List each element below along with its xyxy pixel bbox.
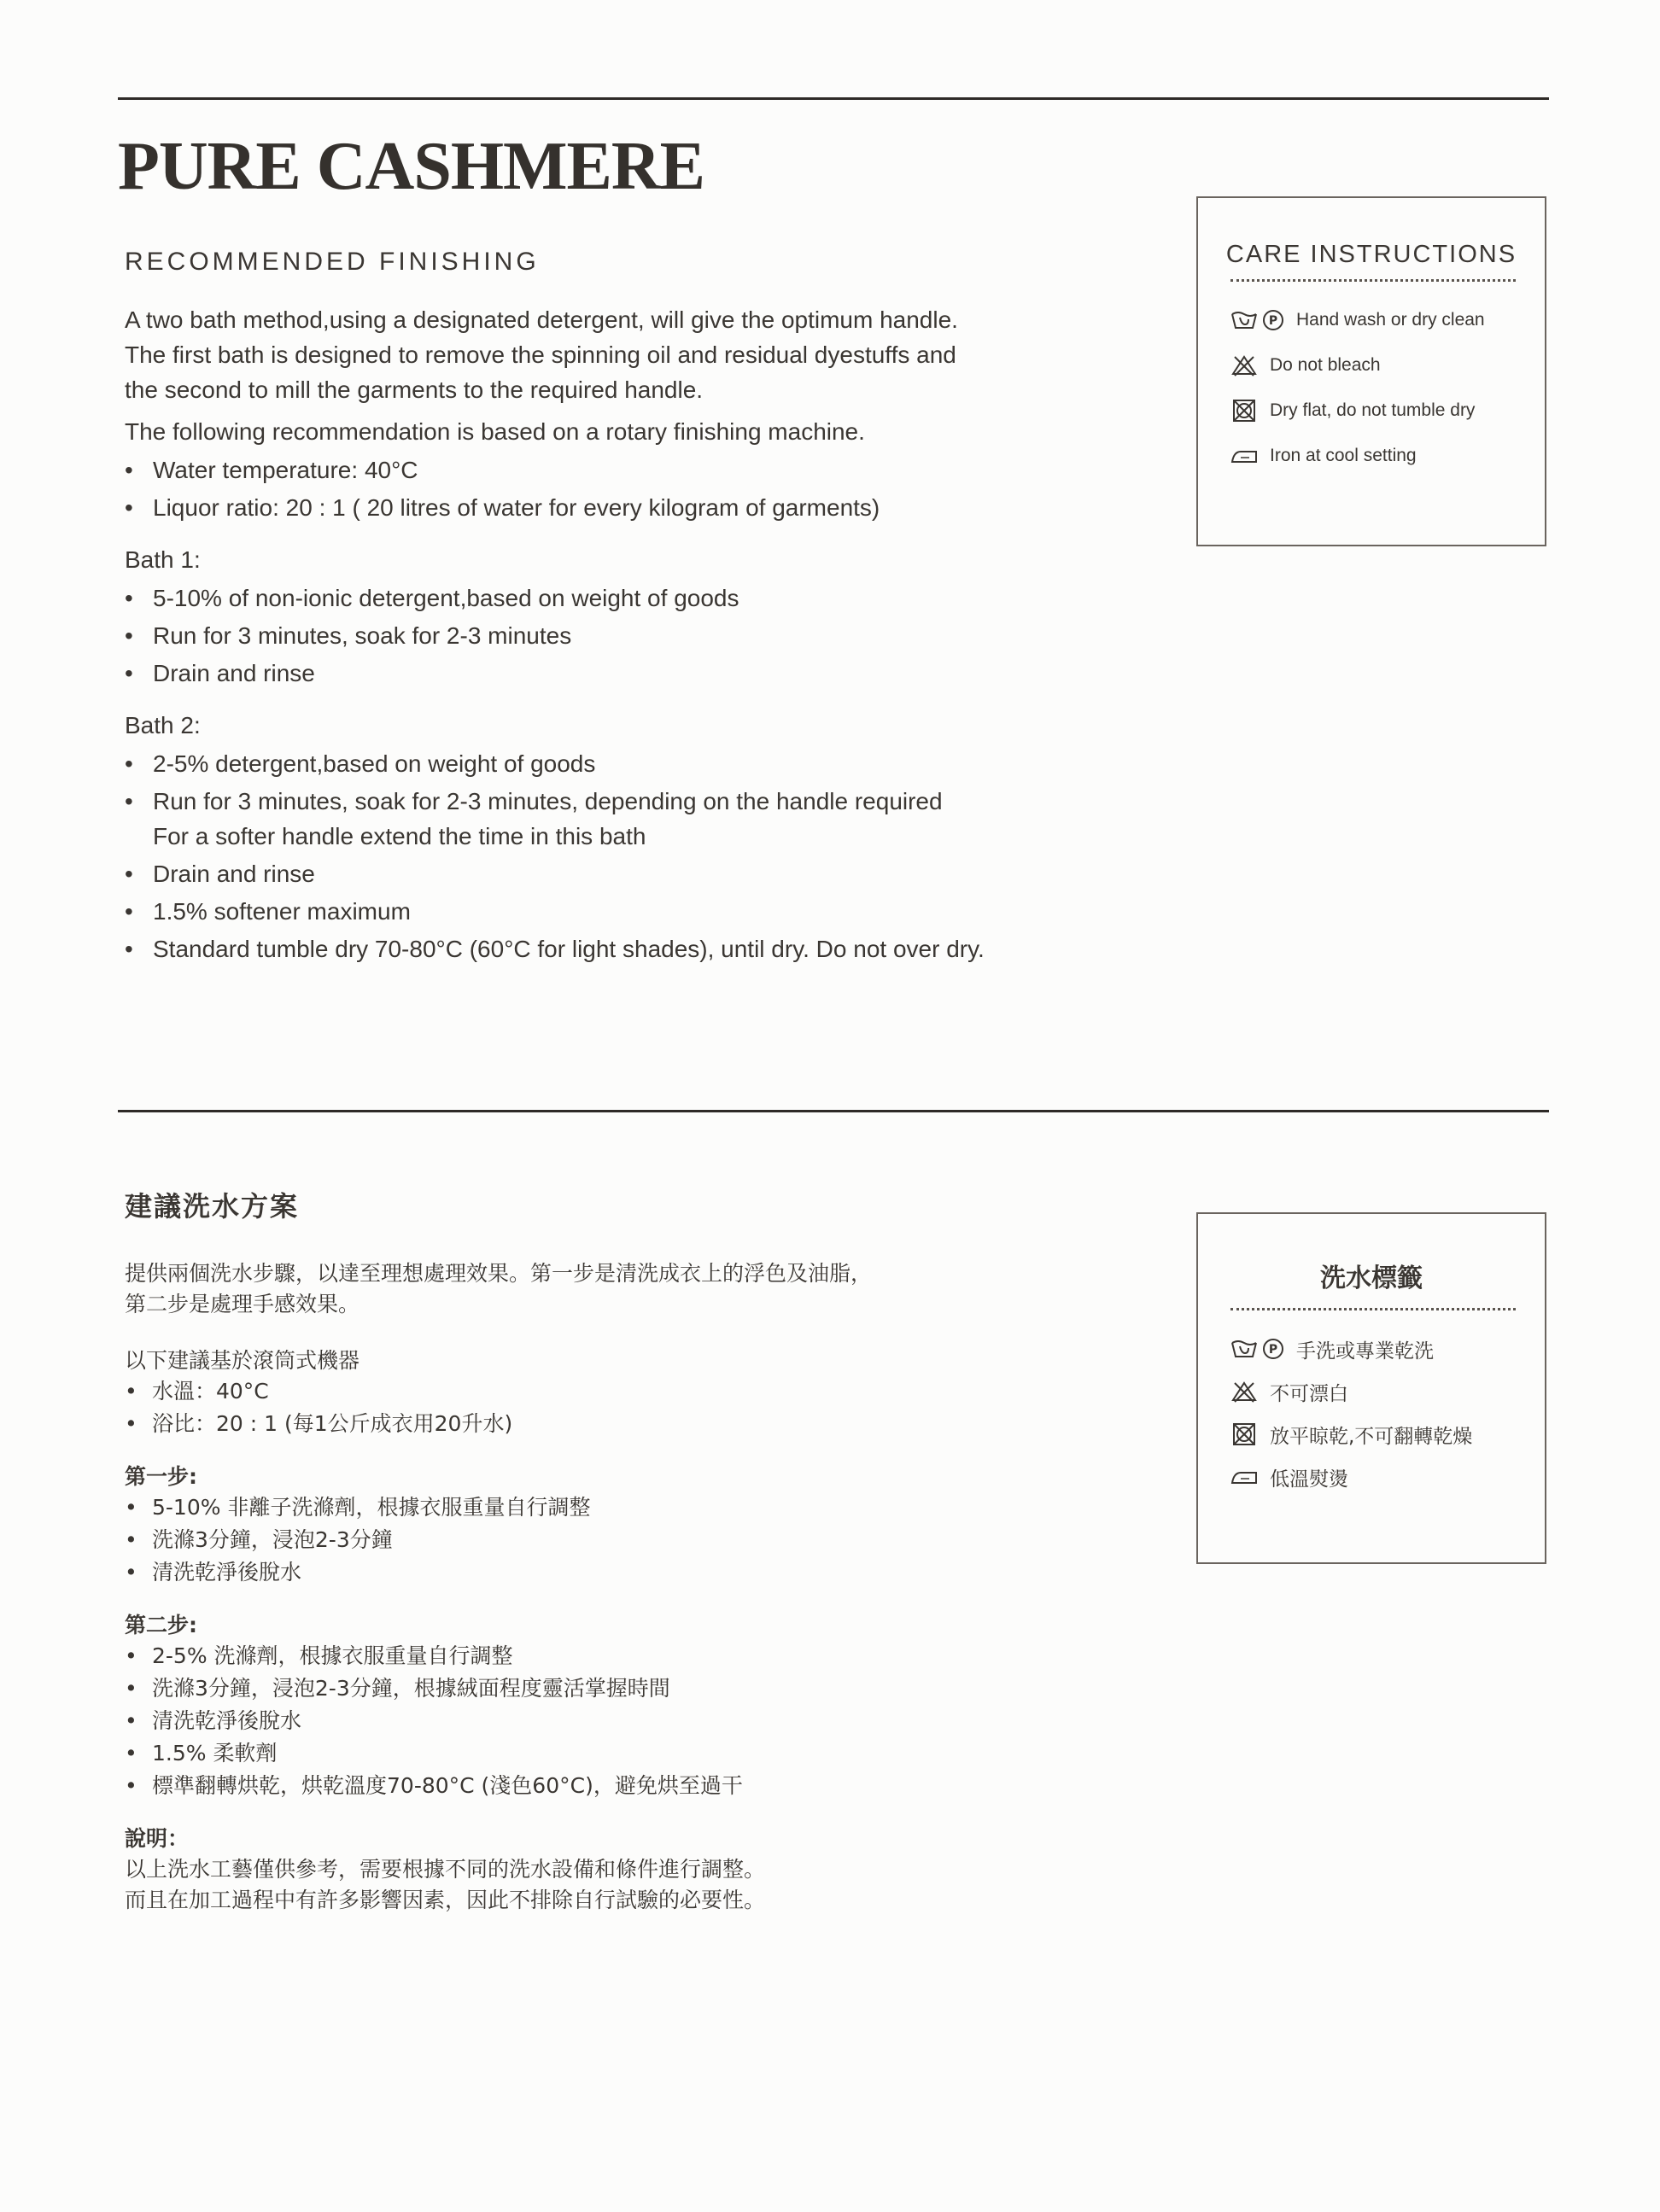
zh-intro: 提供兩個洗水步驟，以達至理想處理效果。第一步是清洗成衣上的浮色及油脂， 第二步是處理手感效果。 xyxy=(125,1261,873,1316)
zh-step2-label: 第二步: xyxy=(125,1613,197,1637)
care-item-label: Dry flat, do not tumble dry xyxy=(1270,400,1476,420)
en-bath1-label: Bath 1: xyxy=(125,546,201,573)
en-section-heading: RECOMMENDED FINISHING xyxy=(125,248,540,276)
page-title: PURE CASHMERE xyxy=(118,129,705,204)
zh-step2-list xyxy=(125,1641,1175,1801)
en-bath2-list xyxy=(125,746,1175,966)
care-list-zh xyxy=(1198,1310,1545,1498)
list-item: • Water temperature: 40°C xyxy=(125,452,1175,487)
care-item-label: 放平晾乾,不可翻轉乾燥 xyxy=(1270,1425,1473,1448)
care-item-dry-flat xyxy=(1230,1413,1545,1456)
iron-low-icon xyxy=(1230,1466,1258,1488)
list-item: • 洗滌3分鐘，浸泡2-3分鐘，根據絨面程度靈活掌握時間 xyxy=(125,1673,1175,1704)
zh-note: 以上洗水工藝僅供參考，需要根據不同的洗水設備和條件進行調整。 而且在加工過程中有許多影響因素，因此不排除自行試驗的必要性。 xyxy=(125,1857,766,1912)
list-item: • Standard tumble dry 70-80°C (60°C for light shades), until dry. Do not over dry. xyxy=(125,931,1175,966)
list-item: • 5-10% 非離子洗滌劑，根據衣服重量自行調整 xyxy=(125,1492,1175,1523)
zh-section-heading: 建議洗水方案 xyxy=(125,1190,300,1223)
care-item-label: 手洗或專業乾洗 xyxy=(1296,1339,1434,1363)
care-item-iron xyxy=(1230,433,1545,478)
care-label-box-zh xyxy=(1196,1212,1546,1564)
svg-text:P: P xyxy=(1268,1343,1278,1357)
list-item: • Run for 3 minutes, soak for 2-3 minutes xyxy=(125,618,1175,653)
no-bleach-icon xyxy=(1230,354,1258,376)
care-list xyxy=(1198,282,1545,478)
care-instructions-box xyxy=(1196,196,1546,546)
section-divider xyxy=(118,1110,1549,1112)
iron-low-icon xyxy=(1230,445,1258,467)
hand-wash-icon xyxy=(1230,309,1258,331)
no-tumble-dry-icon xyxy=(1230,400,1258,422)
care-label-title-zh: 洗水標籤 xyxy=(1320,1264,1423,1293)
top-divider xyxy=(118,97,1549,100)
care-instructions-title: CARE INSTRUCTIONS xyxy=(1225,241,1517,268)
list-item: • 浴比：20 : 1 (每1公斤成衣用20升水) xyxy=(125,1409,1175,1439)
list-item: • 清洗乾淨後脫水 xyxy=(125,1706,1175,1736)
list-item: • 1.5% softener maximum xyxy=(125,894,1175,929)
list-item: • Drain and rinse xyxy=(125,856,1175,891)
en-bath1-list xyxy=(125,581,1175,691)
care-item-label: Iron at cool setting xyxy=(1270,445,1417,465)
care-item-label: 不可漂白 xyxy=(1270,1382,1348,1405)
care-item-no-bleach xyxy=(1230,342,1545,388)
list-item: • 水溫：40°C xyxy=(125,1376,1175,1407)
hand-wash-icon xyxy=(1230,1338,1258,1360)
list-item: • 2-5% detergent,based on weight of goods xyxy=(125,746,1175,781)
care-item-iron xyxy=(1230,1456,1545,1498)
care-item-label: Hand wash or dry clean xyxy=(1296,309,1485,330)
en-intro: A two bath method,using a designated detergent, will give the optimum handle. The first bath is designed to remove the spinning oil and residual dyestuffs and the second to mill the garments to the required handle. xyxy=(125,306,958,403)
care-item-no-bleach xyxy=(1230,1370,1545,1413)
list-item: • Drain and rinse xyxy=(125,656,1175,691)
no-tumble-dry-icon xyxy=(1230,1423,1258,1445)
zh-basis: 以下建議基於滾筒式機器 xyxy=(125,1348,360,1373)
dry-clean-p-icon xyxy=(1262,309,1284,331)
care-item-dry-flat xyxy=(1230,388,1545,433)
list-item: • 洗滌3分鐘，浸泡2-3分鐘 xyxy=(125,1525,1175,1555)
care-item-label: Do not bleach xyxy=(1270,354,1381,375)
zh-general-list xyxy=(125,1376,1175,1439)
svg-text:P: P xyxy=(1268,313,1278,328)
list-item: • 5-10% of non-ionic detergent,based on weight of goods xyxy=(125,581,1175,616)
list-item: • 標準翻轉烘乾，烘乾溫度70-80°C (淺色60°C)，避免烘至過干 xyxy=(125,1771,1175,1801)
list-item: • Run for 3 minutes, soak for 2-3 minutes, depending on the handle required For a softer handle extend the time in this bath xyxy=(125,784,1175,854)
dry-clean-p-icon xyxy=(1262,1338,1284,1360)
care-item-hand-wash xyxy=(1230,297,1545,342)
list-item: • Liquor ratio: 20 : 1 ( 20 litres of water for every kilogram of garments) xyxy=(125,490,1175,525)
no-bleach-icon xyxy=(1230,1380,1258,1403)
english-section xyxy=(125,248,1175,969)
care-item-label: 低溫熨燙 xyxy=(1270,1468,1348,1491)
list-item: • 2-5% 洗滌劑，根據衣服重量自行調整 xyxy=(125,1641,1175,1672)
zh-step1-label: 第一步: xyxy=(125,1464,197,1489)
zh-step1-list xyxy=(125,1492,1175,1588)
en-general-list xyxy=(125,452,1175,525)
en-basis: The following recommendation is based on a rotary finishing machine. xyxy=(125,418,865,445)
list-item: • 清洗乾淨後脫水 xyxy=(125,1557,1175,1588)
list-item: • 1.5% 柔軟劑 xyxy=(125,1738,1175,1769)
care-item-hand-wash xyxy=(1230,1328,1545,1370)
en-bath2-label: Bath 2: xyxy=(125,712,201,738)
chinese-section xyxy=(125,1185,1175,1916)
zh-note-label: 說明： xyxy=(125,1826,190,1851)
